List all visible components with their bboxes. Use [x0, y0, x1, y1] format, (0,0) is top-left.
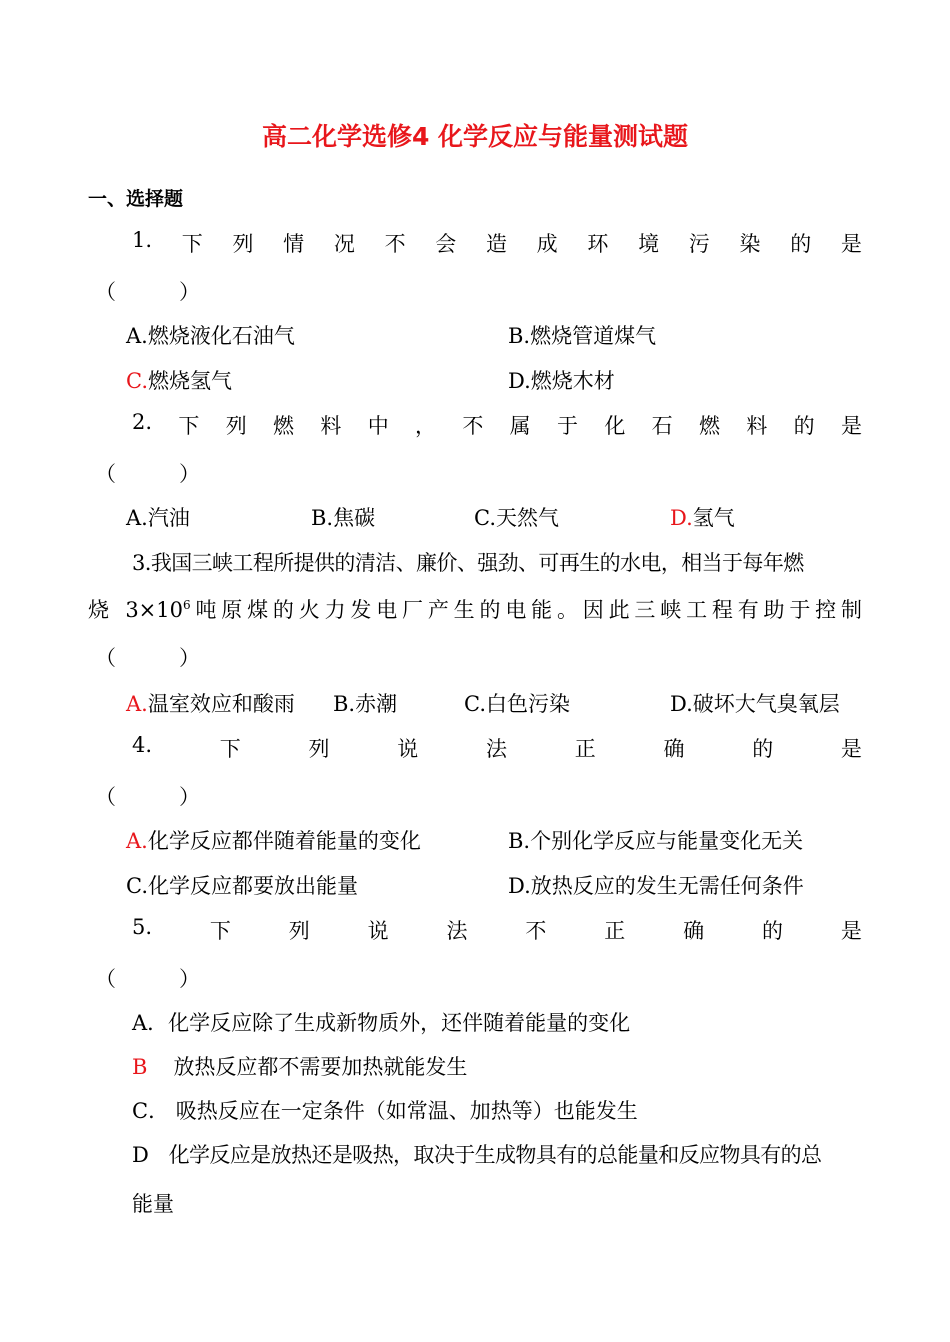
q1-option-c: [126, 365, 232, 395]
q3-option-a: [126, 688, 295, 718]
q2-option-d: [670, 502, 735, 532]
answer-marker: A.: [126, 829, 148, 853]
q5-option-a: A．化学反应除了生成新物质外，还伴随着能量的变化: [132, 1011, 631, 1035]
q4-char: 确: [663, 737, 685, 761]
q4-option-d: D.放热反应的发生无需任何条件: [508, 874, 804, 898]
question-2-stem: [132, 410, 862, 440]
q5-option-d-line2: 能量: [132, 1192, 174, 1216]
question-5-stem: [132, 915, 862, 945]
q5-char: 正: [604, 919, 626, 943]
q2-option-a: A.汽油: [126, 506, 190, 530]
q2-char: 不: [462, 414, 484, 438]
q4-char: 说: [397, 737, 419, 761]
q5-char: 法: [446, 919, 468, 943]
q4-option-a: [126, 825, 421, 855]
q1-char: 况: [333, 232, 355, 256]
option-text: 燃烧氢气: [148, 369, 232, 393]
q5-option-c: C． 吸热反应在一定条件（如常温、加热等）也能发生: [132, 1099, 638, 1123]
question-4-stem: [132, 733, 862, 763]
q3-option-d: D.破坏大气臭氧层: [670, 692, 840, 716]
q5-char: 的: [762, 919, 784, 943]
option-text: 氢气: [692, 506, 735, 530]
q3-stem-line2: [88, 594, 862, 624]
q1-char: 情: [283, 232, 305, 256]
q2-char: 石: [651, 414, 673, 438]
q5-option-d-line1: D 化学反应是放热还是吸热，取决于生成物具有的总能量和反应物具有的总: [132, 1143, 822, 1167]
answer-marker: A.: [126, 692, 148, 716]
q1-option-b: B.燃烧管道煤气: [508, 324, 657, 348]
answer-paren: （ ）: [95, 646, 200, 670]
q1-char: 是: [840, 232, 862, 256]
q1-char: 1.: [132, 228, 153, 252]
option-text: 温室效应和酸雨: [147, 692, 295, 716]
section-heading: 一、选择题: [88, 188, 184, 210]
q2-char: 于: [557, 414, 578, 438]
answer-marker: D.: [670, 506, 693, 530]
q3-stem-pre: 烧 3×10: [88, 598, 183, 622]
answer-paren: （ ）: [95, 280, 200, 304]
q1-char: 会: [435, 232, 457, 256]
q1-char: 污: [688, 232, 710, 256]
q5-option-b: [132, 1051, 467, 1081]
question-1-stem: [132, 228, 862, 258]
q1-char: 的: [790, 232, 812, 256]
q4-char: 4.: [132, 733, 153, 757]
q4-option-c: C.化学反应都要放出能量: [126, 874, 358, 898]
q2-char: 燃: [698, 414, 720, 438]
answer-marker: B: [132, 1055, 148, 1079]
exponent: 6: [183, 598, 191, 612]
q2-char: 是: [840, 414, 862, 438]
q1-char: 染: [739, 232, 761, 256]
q4-char: 列: [308, 737, 330, 761]
q2-char: 的: [793, 414, 815, 438]
q1-char: 下: [181, 232, 203, 256]
q2-char: 料: [320, 414, 342, 438]
answer-paren: （ ）: [95, 967, 200, 991]
q2-char: 列: [225, 414, 247, 438]
q2-option-b: B.焦碳: [311, 506, 376, 530]
q1-char: 境: [638, 232, 660, 256]
page-title: 高二化学选修4 化学反应与能量测试题: [261, 122, 689, 151]
q5-char: 确: [683, 919, 705, 943]
q4-char: 法: [485, 737, 507, 761]
q4-char: 下: [219, 737, 241, 761]
q3-stem-line1: 3.我国三峡工程所提供的清洁、廉价、强劲、可再生的水电，相当于每年燃: [132, 551, 804, 575]
q1-char: 成: [536, 232, 558, 256]
q1-char: 不: [384, 232, 406, 256]
q4-char: 的: [752, 737, 774, 761]
q4-option-b: B.个别化学反应与能量变化无关: [508, 829, 804, 853]
q2-char: ，: [415, 414, 437, 438]
q2-char: 中: [367, 414, 389, 438]
option-text: 化学反应都伴随着能量的变化: [147, 829, 421, 853]
q2-char: 下: [178, 414, 200, 438]
answer-paren: （ ）: [95, 462, 200, 486]
q2-char: 燃: [273, 414, 295, 438]
q2-char: 2.: [132, 410, 153, 434]
q2-char: 化: [604, 414, 626, 438]
q5-char: 是: [840, 919, 862, 943]
q1-char: 列: [232, 232, 254, 256]
q1-char: 造: [485, 232, 507, 256]
answer-paren: （ ）: [95, 785, 200, 809]
q1-option-d: D.燃烧木材: [508, 369, 615, 393]
q3-option-c: C.白色污染: [464, 692, 570, 716]
q3-option-b: B.赤潮: [333, 692, 398, 716]
q2-option-c: C.天然气: [474, 506, 559, 530]
q1-option-a: A.燃烧液化石油气: [126, 324, 295, 348]
q2-char: 料: [746, 414, 768, 438]
q4-char: 是: [840, 737, 862, 761]
answer-marker: C.: [126, 369, 148, 393]
q5-char: 下: [209, 919, 231, 943]
q5-char: 不: [525, 919, 547, 943]
q4-char: 正: [574, 737, 596, 761]
q5-char: 列: [288, 919, 310, 943]
q5-char: 5.: [132, 915, 153, 939]
q5-char: 说: [367, 919, 389, 943]
q2-char: 属: [509, 414, 531, 438]
option-text: 放热反应都不需要加热就能发生: [173, 1055, 468, 1079]
q3-stem-post: 吨原煤的火力发电厂产生的电能。因此三峡工程有助于控制: [190, 598, 862, 622]
q1-char: 环: [587, 232, 609, 256]
